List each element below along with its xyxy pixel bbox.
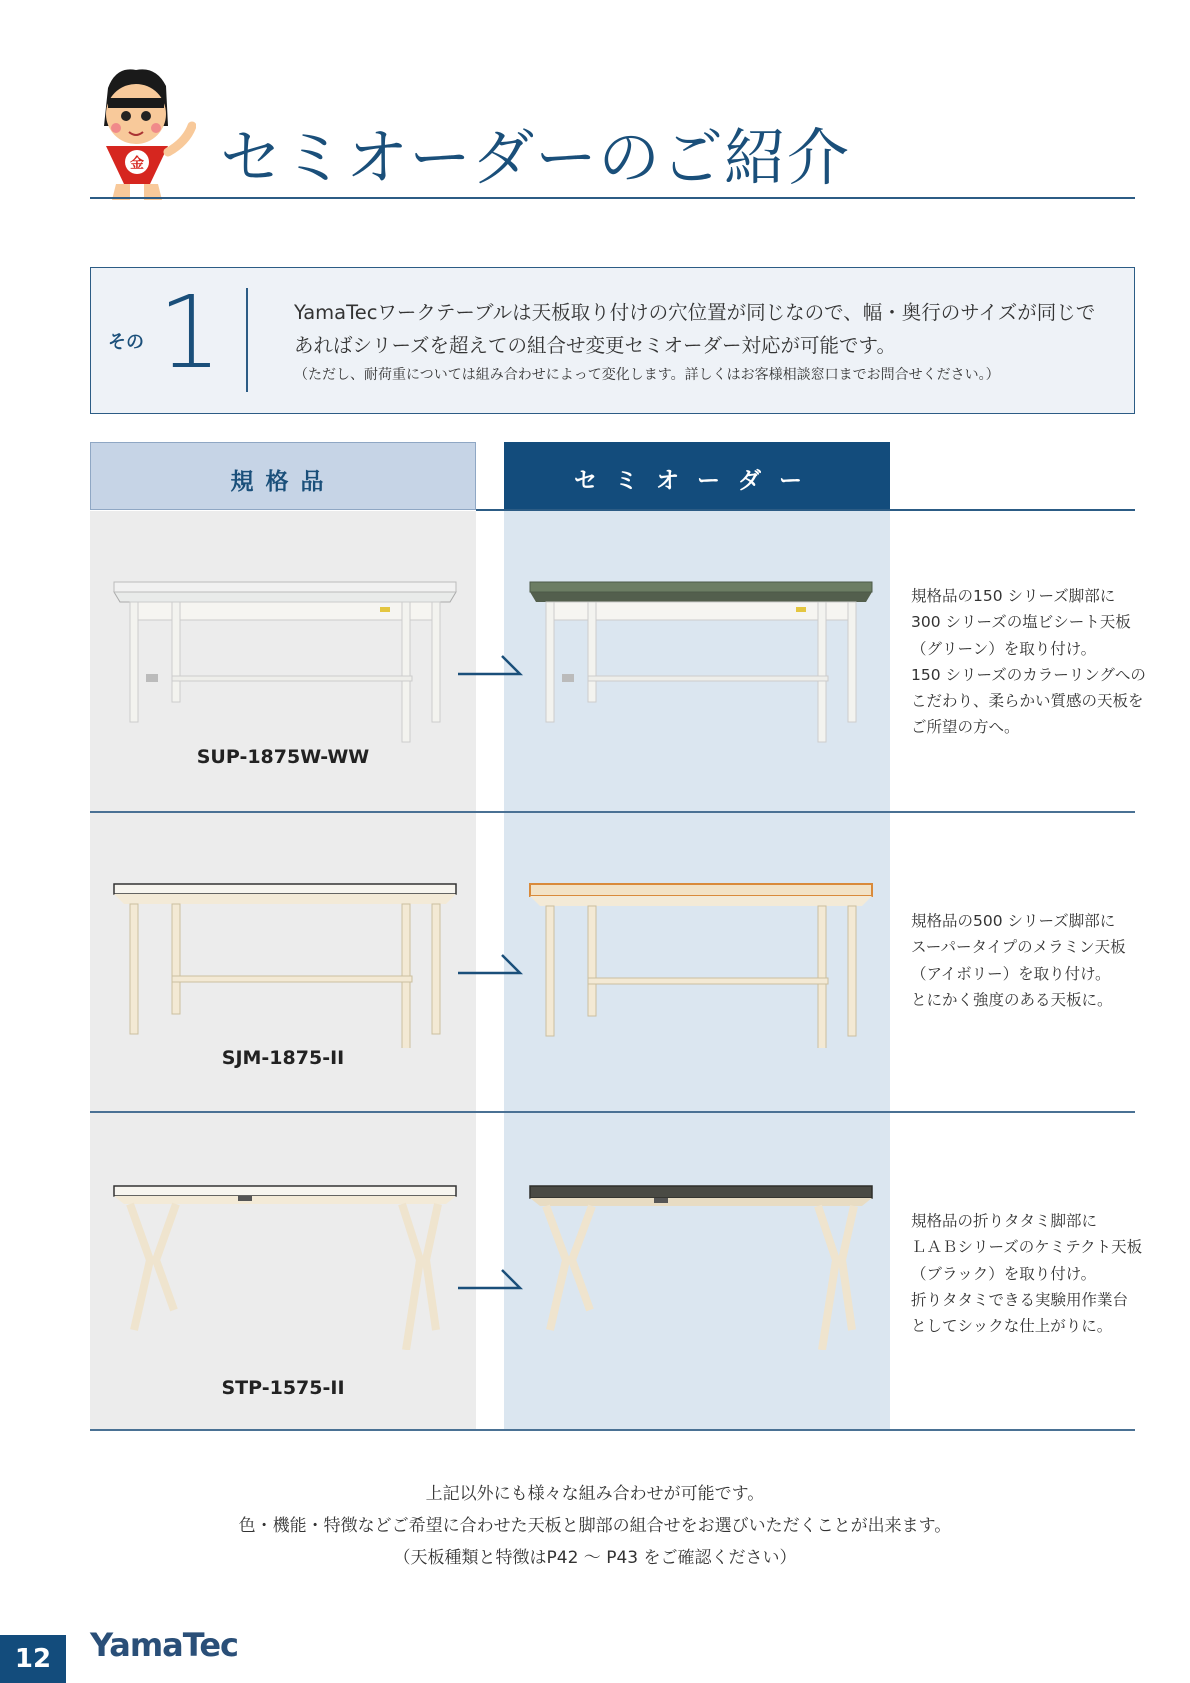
mascot-badge-text: 金 <box>130 156 144 172</box>
table-image-standard-1 <box>110 578 460 748</box>
arrow-icon <box>458 953 524 993</box>
model-label: STP-1575-II <box>221 1377 345 1399</box>
arrow-icon <box>458 1268 524 1308</box>
desc-line: （アイボリー）を取り付け。 <box>911 964 1111 983</box>
column-header-semi-order-label: セミオーダー <box>574 468 820 494</box>
row-description <box>911 908 1126 1013</box>
row-divider <box>90 1111 1135 1113</box>
desc-line: 規格品の500 シリーズ脚部に <box>911 912 1116 930</box>
desc-line: 規格品の150 シリーズ脚部に <box>911 587 1116 605</box>
intro-label-sono: その <box>108 332 144 353</box>
column-header-standard <box>90 442 476 510</box>
mascot-illustration <box>86 66 196 204</box>
desc-line: 規格品の折りタタミ脚部に <box>911 1212 1098 1230</box>
intro-text-line2: あればシリーズを超えての組合せ変更セミオーダー対応が可能です。 <box>294 334 896 357</box>
intro-separator <box>246 288 248 392</box>
table-image-standard-3 <box>110 1180 460 1350</box>
row-divider <box>90 811 1135 813</box>
desc-line: ご所望の方へ。 <box>911 718 1020 737</box>
intro-note: （ただし、耐荷重については組み合わせによって変化します。詳しくはお客様相談窓口までお問合せください。） <box>294 367 1000 383</box>
desc-line: ＬＡＢシリーズのケミテクト天板 <box>911 1238 1143 1257</box>
desc-line: （ブラック）を取り付け。 <box>911 1264 1097 1283</box>
desc-line: スーパータイプのメラミン天板 <box>911 938 1126 957</box>
desc-line: 折りタタミできる実験用作業台 <box>911 1290 1129 1309</box>
intro-text-line1: YamaTecワークテーブルは天板取り付けの穴位置が同じなので、幅・奥行のサイズが同じで <box>294 301 1096 324</box>
row-divider <box>90 1429 1135 1431</box>
intro-number: 1 <box>158 274 222 391</box>
row-description <box>911 583 1146 741</box>
page-title: セミオーダーのご紹介 <box>220 121 851 194</box>
table-image-semi-order-2 <box>526 878 876 1048</box>
brand-logo: YamaTec <box>90 1626 239 1664</box>
desc-line: こだわり、柔らかい質感の天板を <box>911 692 1144 711</box>
desc-line: 150 シリーズのカラーリングへの <box>911 665 1146 684</box>
column-header-semi-order <box>504 442 890 510</box>
table-image-standard-2 <box>110 878 460 1048</box>
desc-line: としてシックな仕上がりに。 <box>911 1317 1113 1336</box>
bottom-text-line3: （天板種類と特徴はP42 〜 P43 をご確認ください） <box>393 1548 797 1568</box>
column-header-standard-label: 規格品 <box>230 469 336 495</box>
table-image-semi-order-3 <box>526 1180 876 1350</box>
table-image-semi-order-1 <box>526 578 876 748</box>
page-number: 12 <box>0 1635 66 1683</box>
bottom-text-line2: 色・機能・特徴などご希望に合わせた天板と脚部の組合せをお選びいただくことが出来ます。 <box>238 1516 952 1536</box>
desc-line: （グリーン）を取り付け。 <box>911 639 1097 658</box>
model-label: SUP-1875W-WW <box>196 746 370 768</box>
title-divider <box>90 197 1135 199</box>
row-description <box>911 1208 1142 1339</box>
model-label: SJM-1875-II <box>221 1047 345 1069</box>
arrow-icon <box>458 654 524 694</box>
desc-line: 300 シリーズの塩ビシート天板 <box>911 613 1131 632</box>
bottom-text-line1: 上記以外にも様々な組み合わせが可能です。 <box>425 1484 765 1504</box>
desc-line: とにかく強度のある天板に。 <box>911 990 1113 1009</box>
